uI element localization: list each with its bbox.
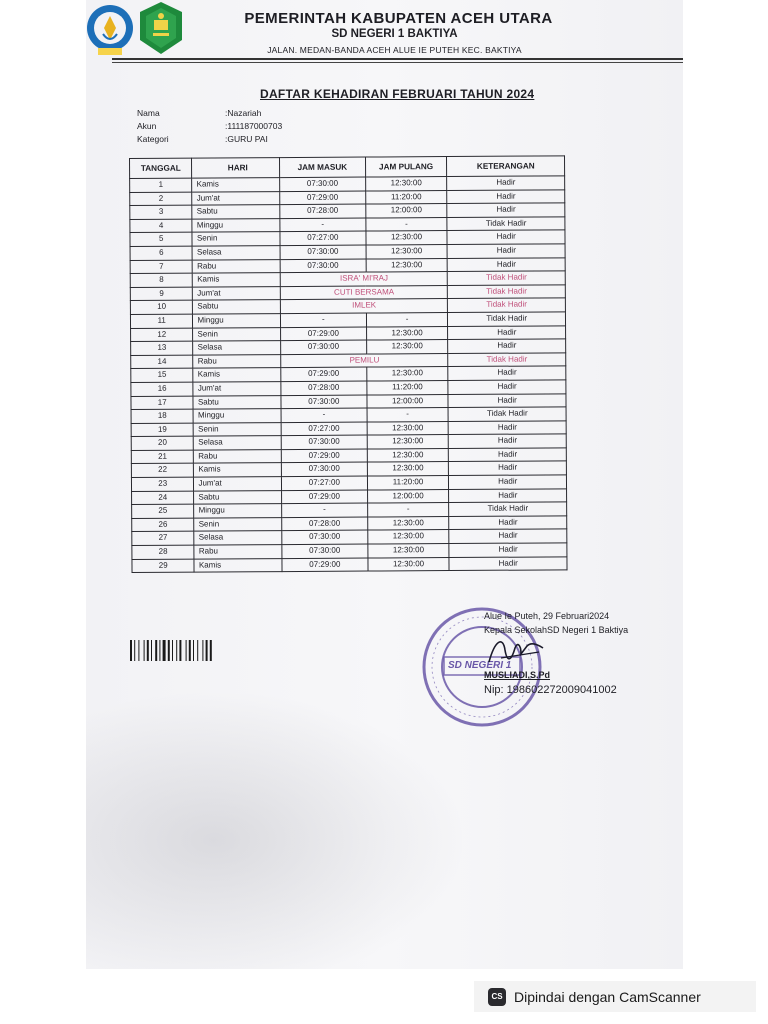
- cell-jam-masuk: 07:29:00: [281, 367, 367, 381]
- barcode-bar: [163, 640, 166, 661]
- cell-jam-pulang: 12:30:00: [368, 544, 450, 558]
- barcode-bar: [210, 640, 212, 661]
- info-account-row: [137, 121, 282, 131]
- cell-keterangan: Hadir: [449, 448, 567, 462]
- cell-tanggal: 17: [131, 396, 194, 410]
- col-header-keterangan: KETERANGAN: [447, 156, 565, 177]
- cell-hari: Senin: [193, 327, 281, 341]
- cell-tanggal: 23: [131, 477, 194, 491]
- paper-shadow: [86, 690, 466, 969]
- barcode-bar: [138, 640, 139, 661]
- cell-keterangan: Tidak Hadir: [448, 298, 566, 312]
- cell-jam-masuk: 07:27:00: [281, 476, 367, 490]
- cell-tanggal: 28: [132, 545, 195, 559]
- cell-jam-pulang: 12:30:00: [367, 435, 449, 449]
- cell-tanggal: 4: [130, 219, 193, 233]
- cell-keterangan: Hadir: [449, 475, 567, 489]
- cell-jam-masuk: 07:30:00: [280, 245, 366, 259]
- handwritten-signature-icon: [481, 632, 551, 672]
- cell-tanggal: 21: [131, 450, 194, 464]
- cell-keterangan: Hadir: [447, 176, 565, 190]
- cell-tanggal: 3: [130, 205, 193, 219]
- barcode-bar: [147, 640, 149, 661]
- info-account-label: Akun: [137, 121, 157, 131]
- cell-jam-pulang: 12:30:00: [366, 258, 448, 272]
- cell-keterangan: Hadir: [449, 516, 567, 530]
- barcode-bar: [144, 640, 145, 661]
- camscanner-logo-icon: CS: [488, 988, 506, 1006]
- cell-keterangan: Hadir: [448, 339, 566, 353]
- barcode-bar: [193, 640, 194, 661]
- cell-keterangan: Hadir: [449, 421, 567, 435]
- cell-tanggal: 24: [132, 491, 195, 505]
- cell-tanggal: 12: [131, 328, 194, 342]
- cell-tanggal: 10: [130, 300, 193, 314]
- barcode-bar: [186, 640, 187, 661]
- camscanner-label: Dipindai dengan CamScanner: [514, 988, 701, 1005]
- cell-keterangan: Hadir: [447, 189, 565, 203]
- header-address: JALAN. MEDAN-BANDA ACEH ALUE IE PUTEH KEC. BAKTIYA: [267, 45, 522, 55]
- cell-tanggal: 7: [130, 260, 193, 274]
- cell-hari: Jum'at: [193, 286, 281, 300]
- cell-tanggal: 13: [131, 341, 194, 355]
- cell-jam-pulang: 12:30:00: [367, 448, 449, 462]
- signature-name: MUSLIADI,S.Pd: [484, 670, 551, 680]
- cell-hari: Senin: [194, 422, 282, 436]
- cell-tanggal: 6: [130, 246, 193, 260]
- cell-jam-masuk: 07:30:00: [281, 435, 367, 449]
- cell-keterangan: Hadir: [448, 325, 566, 339]
- cell-jam-pulang: 12:30:00: [366, 367, 448, 381]
- cell-hari: Minggu: [192, 218, 280, 232]
- cell-jam-pulang: 12:30:00: [367, 462, 449, 476]
- cell-jam-pulang: 11:20:00: [367, 476, 449, 490]
- cell-event: ISRA' MI'RAJ: [280, 272, 448, 287]
- document-title: DAFTAR KEHADIRAN FEBRUARI TAHUN 2024: [260, 87, 535, 101]
- cell-tanggal: 27: [132, 532, 195, 546]
- cell-hari: Minggu: [194, 504, 282, 518]
- cell-jam-masuk: 07:28:00: [282, 517, 368, 531]
- barcode-bar: [155, 640, 157, 661]
- cell-tanggal: 2: [130, 192, 193, 206]
- col-header-hari: HARI: [192, 158, 280, 179]
- barcode-bar: [189, 640, 191, 661]
- table-row: [132, 556, 567, 572]
- cell-tanggal: 11: [130, 314, 193, 328]
- cell-tanggal: 20: [131, 436, 194, 450]
- cell-jam-pulang: 11:20:00: [365, 190, 447, 204]
- cell-keterangan: Hadir: [448, 366, 566, 380]
- cell-event: PEMILU: [281, 353, 449, 368]
- cell-jam-pulang: 12:00:00: [367, 394, 449, 408]
- cell-hari: Sabtu: [194, 490, 282, 504]
- cell-jam-masuk: 07:29:00: [282, 490, 368, 504]
- cell-keterangan: Hadir: [449, 488, 567, 502]
- cell-hari: Kamis: [194, 463, 282, 477]
- cell-jam-pulang: 12:30:00: [367, 516, 449, 530]
- cell-hari: Sabtu: [192, 205, 280, 219]
- cell-hari: Selasa: [193, 341, 281, 355]
- cell-tanggal: 22: [131, 464, 194, 478]
- cell-jam-masuk: 07:27:00: [280, 231, 366, 245]
- cell-jam-masuk: 07:30:00: [281, 395, 367, 409]
- cell-jam-masuk: -: [280, 313, 366, 327]
- cell-jam-pulang: 12:30:00: [368, 557, 450, 571]
- cell-hari: Selasa: [192, 246, 280, 260]
- table-header-row: [130, 156, 565, 179]
- cell-hari: Jum'at: [192, 191, 280, 205]
- cell-tanggal: 16: [131, 382, 194, 396]
- cell-event: IMLEK: [280, 299, 448, 314]
- cell-keterangan: Tidak Hadir: [448, 353, 566, 367]
- cell-jam-pulang: -: [367, 503, 449, 517]
- cell-jam-pulang: 12:00:00: [365, 204, 447, 218]
- cell-tanggal: 18: [131, 409, 194, 423]
- cell-hari: Kamis: [192, 178, 280, 192]
- cell-jam-masuk: 07:30:00: [280, 259, 366, 273]
- cell-keterangan: Tidak Hadir: [448, 285, 566, 299]
- cell-hari: Sabtu: [193, 395, 281, 409]
- cell-jam-masuk: 07:29:00: [281, 327, 367, 341]
- cell-tanggal: 14: [131, 355, 194, 369]
- cell-hari: Rabu: [194, 449, 282, 463]
- info-name-value: :Nazariah: [225, 108, 262, 118]
- cell-keterangan: Tidak Hadir: [447, 217, 565, 231]
- info-name-label: Nama: [137, 108, 160, 118]
- signature-place-date: Alue Ie Puteh, 29 Februari2024: [484, 611, 610, 621]
- cell-keterangan: Hadir: [447, 203, 565, 217]
- cell-jam-pulang: -: [366, 312, 448, 326]
- cell-keterangan: Hadir: [449, 529, 567, 543]
- cell-hari: Minggu: [193, 409, 281, 423]
- cell-jam-masuk: 07:30:00: [280, 177, 366, 191]
- cell-jam-pulang: 12:30:00: [366, 245, 448, 259]
- cell-jam-masuk: 07:28:00: [281, 381, 367, 395]
- cell-event: CUTI BERSAMA: [280, 285, 448, 300]
- cell-jam-masuk: 07:30:00: [281, 463, 367, 477]
- info-name-row: [137, 108, 261, 118]
- cell-jam-pulang: 12:30:00: [365, 177, 447, 191]
- cell-keterangan: Hadir: [447, 244, 565, 258]
- cell-hari: Rabu: [194, 545, 282, 559]
- barcode-bar: [159, 640, 160, 661]
- cell-hari: Kamis: [193, 368, 281, 382]
- cell-jam-masuk: 07:29:00: [282, 558, 368, 572]
- cell-keterangan: Hadir: [448, 393, 566, 407]
- cell-jam-pulang: -: [366, 217, 448, 231]
- attendance-table-body: [130, 176, 567, 573]
- cell-keterangan: Tidak Hadir: [448, 312, 566, 326]
- cell-tanggal: 8: [130, 273, 193, 287]
- cell-keterangan: Hadir: [448, 380, 566, 394]
- header-rule-thick: [112, 58, 683, 60]
- cell-hari: Kamis: [193, 273, 281, 287]
- info-account-value: :111187000703: [225, 121, 283, 131]
- barcode-bar: [151, 640, 152, 661]
- signature-role: Kepala SekolahSD Negeri 1 Baktiya: [484, 625, 629, 635]
- cell-jam-pulang: 12:30:00: [367, 530, 449, 544]
- cell-hari: Senin: [192, 232, 280, 246]
- cell-tanggal: 26: [132, 518, 195, 532]
- cell-jam-masuk: -: [281, 408, 367, 422]
- cell-jam-masuk: 07:30:00: [282, 544, 368, 558]
- cell-hari: Selasa: [194, 531, 282, 545]
- cell-tanggal: 25: [132, 504, 195, 518]
- cell-keterangan: Hadir: [449, 461, 567, 475]
- camscanner-badge: [474, 981, 756, 1012]
- signature-nip: Nip: 198602272009041002: [484, 684, 617, 696]
- cell-jam-masuk: 07:30:00: [281, 340, 367, 354]
- col-header-jam-pulang: JAM PULANG: [365, 157, 447, 177]
- cell-tanggal: 15: [131, 368, 194, 382]
- cell-keterangan: Hadir: [449, 543, 567, 557]
- cell-keterangan: Tidak Hadir: [449, 502, 567, 516]
- cell-jam-masuk: -: [280, 218, 366, 232]
- col-header-jam-masuk: JAM MASUK: [280, 157, 366, 178]
- barcode-bar: [179, 640, 181, 661]
- info-category-value: :GURU PAI: [225, 134, 268, 144]
- cell-keterangan: Tidak Hadir: [448, 407, 566, 421]
- cell-hari: Sabtu: [193, 300, 281, 314]
- cell-keterangan: Hadir: [449, 556, 567, 570]
- cell-keterangan: Hadir: [448, 257, 566, 271]
- cell-jam-masuk: 07:28:00: [280, 204, 366, 218]
- cell-hari: Kamis: [194, 558, 282, 572]
- cell-hari: Minggu: [193, 314, 281, 328]
- cell-jam-masuk: -: [282, 503, 368, 517]
- stamp-center-text: SD NEGERI 1: [448, 660, 512, 671]
- barcode-bar: [168, 640, 170, 661]
- cell-hari: Jum'at: [194, 477, 282, 491]
- cell-hari: Rabu: [193, 259, 281, 273]
- barcode-bar: [206, 640, 208, 661]
- info-category-label: Kategori: [137, 134, 169, 144]
- cell-tanggal: 19: [131, 423, 194, 437]
- cell-jam-pulang: 12:30:00: [366, 231, 448, 245]
- cell-jam-pulang: 12:30:00: [366, 326, 448, 340]
- header-government: PEMERINTAH KABUPATEN ACEH UTARA: [244, 10, 553, 27]
- cell-keterangan: Hadir: [449, 434, 567, 448]
- cell-jam-pulang: 11:20:00: [367, 380, 449, 394]
- barcode-bar: [176, 640, 177, 661]
- barcode-image: [130, 640, 232, 661]
- cell-hari: Selasa: [194, 436, 282, 450]
- cell-jam-pulang: 12:30:00: [366, 340, 448, 354]
- cell-jam-masuk: 07:27:00: [281, 422, 367, 436]
- barcode-bar: [130, 640, 132, 661]
- barcode-bar: [134, 640, 135, 661]
- cell-hari: Rabu: [193, 354, 281, 368]
- header-school: SD NEGERI 1 BAKTIYA: [331, 28, 458, 40]
- cell-jam-masuk: 07:30:00: [282, 530, 368, 544]
- cell-jam-pulang: 12:00:00: [367, 489, 449, 503]
- barcode-bar: [202, 640, 203, 661]
- cell-jam-pulang: 12:30:00: [367, 421, 449, 435]
- cell-jam-pulang: -: [367, 408, 449, 422]
- cell-tanggal: 9: [130, 287, 193, 301]
- cell-jam-masuk: 07:29:00: [281, 449, 367, 463]
- cell-hari: Senin: [194, 517, 282, 531]
- cell-tanggal: 29: [132, 559, 195, 573]
- barcode-bar: [197, 640, 198, 661]
- info-category-row: [137, 134, 268, 144]
- scanned-document: [86, 0, 683, 969]
- header-rule-thin: [112, 62, 683, 63]
- attendance-table: [129, 155, 568, 573]
- barcode-bar: [172, 640, 173, 661]
- col-header-tanggal: TANGGAL: [130, 158, 193, 178]
- cell-keterangan: Hadir: [447, 230, 565, 244]
- cell-tanggal: 5: [130, 232, 193, 246]
- cell-jam-masuk: 07:29:00: [280, 191, 366, 205]
- cell-hari: Jum'at: [193, 381, 281, 395]
- cell-keterangan: Tidak Hadir: [448, 271, 566, 285]
- cell-tanggal: 1: [130, 178, 193, 192]
